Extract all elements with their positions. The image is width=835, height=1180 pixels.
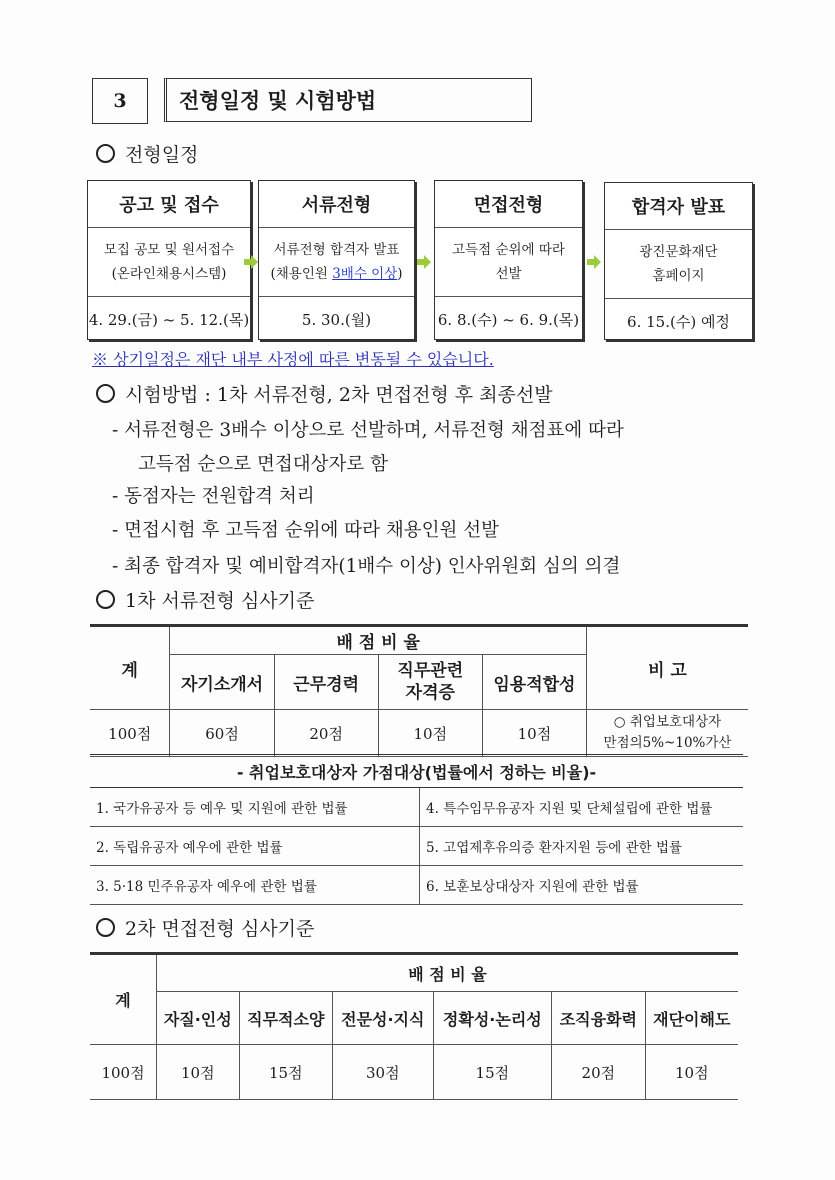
step-desc-highlight: 3배수 이상: [332, 266, 398, 282]
law-item: 2. 독립유공자 예우에 관한 법률: [90, 827, 420, 866]
step-desc-line2: 선발: [495, 266, 522, 282]
law-item: 1. 국가유공자 등 예우 및 지원에 관한 법률: [90, 788, 420, 827]
interview-heading-text: 2차 면접전형 심사기준: [125, 918, 315, 940]
step-date: 6. 15.(수) 예정: [627, 312, 730, 331]
step-desc-line2: (채용인원 3배수 이상): [270, 266, 403, 282]
method-item: - 최종 합격자 및 예비합격자(1배수 이상) 인사위원회 심의 의결: [112, 556, 621, 577]
column-header: 재단이해도: [645, 992, 738, 1045]
law-item: 6. 보훈보상대상자 지원에 관한 법률: [420, 866, 744, 905]
ratio-header: 배 점 비 율: [170, 626, 587, 655]
circle-bullet-icon: [96, 384, 115, 403]
schedule-step-announcement-result: [604, 182, 753, 340]
doc-review-heading-text: 1차 서류전형 심사기준: [125, 590, 315, 612]
step-date: 5. 30.(월): [301, 310, 372, 329]
schedule-notice: ※ 상기일정은 재단 내부 사정에 따른 변동될 수 있습니다.: [92, 350, 494, 369]
arrow-right-icon: [587, 255, 601, 269]
interview-heading: [96, 914, 314, 941]
step-title: 서류전형: [259, 181, 414, 228]
schedule-step-document: [258, 180, 415, 340]
step-description: [435, 228, 582, 297]
step-date: 4. 29.(금) ~ 5. 12.(목): [88, 310, 250, 329]
column-header: 전문성·지식: [333, 992, 434, 1045]
note-header: 비 고: [586, 626, 748, 710]
circle-bullet-icon: [96, 144, 115, 163]
step-desc-line1: 고득점 순위에 따라: [452, 242, 565, 258]
total-header: 계: [90, 954, 157, 1045]
schedule-step-interview: [434, 180, 583, 340]
section-number: 3: [92, 78, 148, 124]
step-date: 6. 8.(수) ~ 6. 9.(목): [437, 310, 580, 329]
arrow-right-icon: [244, 255, 258, 269]
bonus-law-table: [90, 754, 743, 905]
score-value: 60점: [170, 710, 274, 757]
note-line: 만점의5%~10%가산: [603, 735, 732, 751]
step-description: [88, 228, 250, 297]
doc-review-table: [90, 624, 748, 757]
method-item: - 면접시험 후 고득점 순위에 따라 채용인원 선발: [112, 520, 499, 541]
arrow-right-icon: [417, 255, 431, 269]
circle-bullet-icon: [96, 918, 115, 937]
column-header: 자질·인성: [157, 992, 240, 1045]
column-header: 직무적소양: [239, 992, 332, 1045]
step-desc-line2: 홈페이지: [652, 268, 705, 284]
method-heading: [96, 380, 553, 407]
total-value: 100점: [90, 710, 170, 757]
bonus-title: - 취업보호대상자 가점대상(법률에서 정하는 비율)-: [90, 755, 743, 788]
score-value: 15점: [239, 1045, 332, 1100]
schedule-heading: [96, 140, 198, 167]
step-desc-line2: (온라인채용시스템): [111, 266, 227, 282]
step-title: 공고 및 접수: [88, 181, 250, 228]
score-value: 10점: [645, 1045, 738, 1100]
score-value: 30점: [333, 1045, 434, 1100]
step-desc-line1: 서류전형 합격자 발표: [273, 242, 400, 258]
method-item: - 동점자는 전원합격 처리: [112, 486, 315, 507]
column-header: 근무경력: [274, 655, 378, 710]
score-value: 15점: [433, 1045, 552, 1100]
score-value: 20점: [274, 710, 378, 757]
circle-bullet-icon: [96, 590, 115, 609]
score-value: 20점: [552, 1045, 645, 1100]
score-value: 10점: [482, 710, 586, 757]
step-description: [605, 230, 752, 299]
score-value: 10점: [378, 710, 482, 757]
note-value: [586, 710, 748, 757]
method-item: 고득점 순으로 면접대상자로 함: [138, 454, 388, 475]
total-header: 계: [90, 626, 170, 710]
step-description: [259, 228, 414, 297]
note-line: ○ 취업보호대상자: [613, 714, 722, 730]
law-item: 4. 특수임무유공자 지원 및 단체설립에 관한 법률: [420, 788, 744, 827]
step-desc-line1: 광진문화재단: [639, 244, 718, 260]
ratio-header: 배 점 비 율: [157, 954, 739, 992]
column-header: 자기소개서: [170, 655, 274, 710]
column-header: 정확성·논리성: [433, 992, 552, 1045]
step-desc-line1: 모집 공모 및 원서접수: [103, 242, 235, 258]
doc-review-heading: [96, 586, 314, 613]
column-header: 직무관련 자격증: [378, 655, 482, 710]
law-item: 3. 5·18 민주유공자 예우에 관한 법률: [90, 866, 420, 905]
score-value: 10점: [157, 1045, 240, 1100]
total-value: 100점: [90, 1045, 157, 1100]
method-item: - 서류전형은 3배수 이상으로 선발하며, 서류전형 채점표에 따라: [112, 420, 624, 441]
method-heading-text: 시험방법 : 1차 서류전형, 2차 면접전형 후 최종선발: [125, 384, 553, 406]
column-header: 조직융화력: [552, 992, 645, 1045]
schedule-step-announcement: [87, 180, 251, 340]
column-header: 임용적합성: [482, 655, 586, 710]
schedule-heading-text: 전형일정: [125, 144, 199, 166]
section-title: 전형일정 및 시험방법: [164, 78, 532, 122]
step-title: 면접전형: [435, 181, 582, 228]
step-title: 합격자 발표: [605, 183, 752, 230]
law-item: 5. 고엽제후유의증 환자지원 등에 관한 법률: [420, 827, 744, 866]
interview-table: [90, 952, 738, 1100]
